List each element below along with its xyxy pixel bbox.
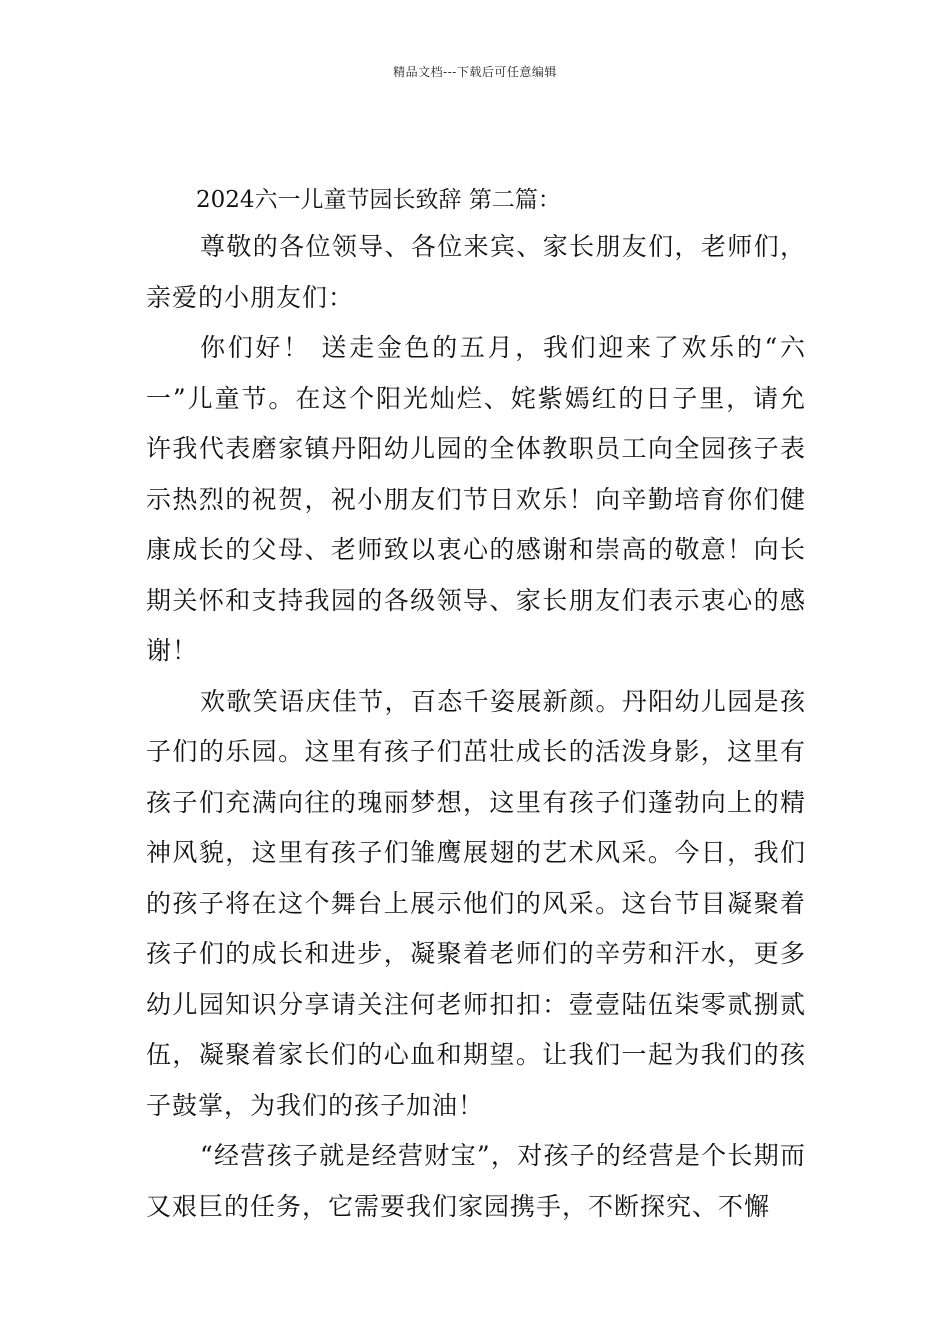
- document-body: [146, 178, 806, 1232]
- paragraph-celebration: 欢歌笑语庆佳节，百态千姿展新颜。丹阳幼儿园是孩子们的乐园。这里有孩子们茁壮成长的活泼身影，这里有孩子们充满向往的瑰丽梦想，这里有孩子们蓬勃向上的精神风貌，这里有孩子们雏鹰展翅的艺术风采。今日，我们的孩子将在这个舞台上展示他们的风采。这台节目凝聚着孩子们的成长和进步，凝聚着老师们的辛劳和汗水，更多幼儿园知识分享请关注何老师扣扣：壹壹陆伍柒零贰捌贰伍，凝聚着家长们的心血和期望。让我们一起为我们的孩子鼓掌，为我们的孩子加油！: [146, 686, 806, 1120]
- paragraph-greeting: 你们好！ 送走金色的五月，我们迎来了欢乐的“六一”儿童节。在这个阳光灿烂、姹紫嫣红的日子里，请允许我代表磨家镇丹阳幼儿园的全体教职员工向全园孩子表示热烈的祝贺，祝小朋友们节日欢乐！向辛勤培育你们健康成长的父母、老师致以衷心的感谢和崇高的敬意！向长期关怀和支持我园的各级领导、家长朋友们表示衷心的感谢！: [146, 333, 806, 665]
- paragraph-closing: “经营孩子就是经营财宝”，对孩子的经营是个长期而又艰巨的任务，它需要我们家园携手，不断探究、不懈: [146, 1141, 806, 1221]
- paragraph-salutation: 尊敬的各位领导、各位来宾、家长朋友们，老师们，亲爱的小朋友们：: [146, 232, 806, 312]
- document-title: 2024六一儿童节园长致辞 第二篇：: [196, 187, 561, 213]
- page-header: 精品文档---下载后可任意编辑: [393, 65, 557, 79]
